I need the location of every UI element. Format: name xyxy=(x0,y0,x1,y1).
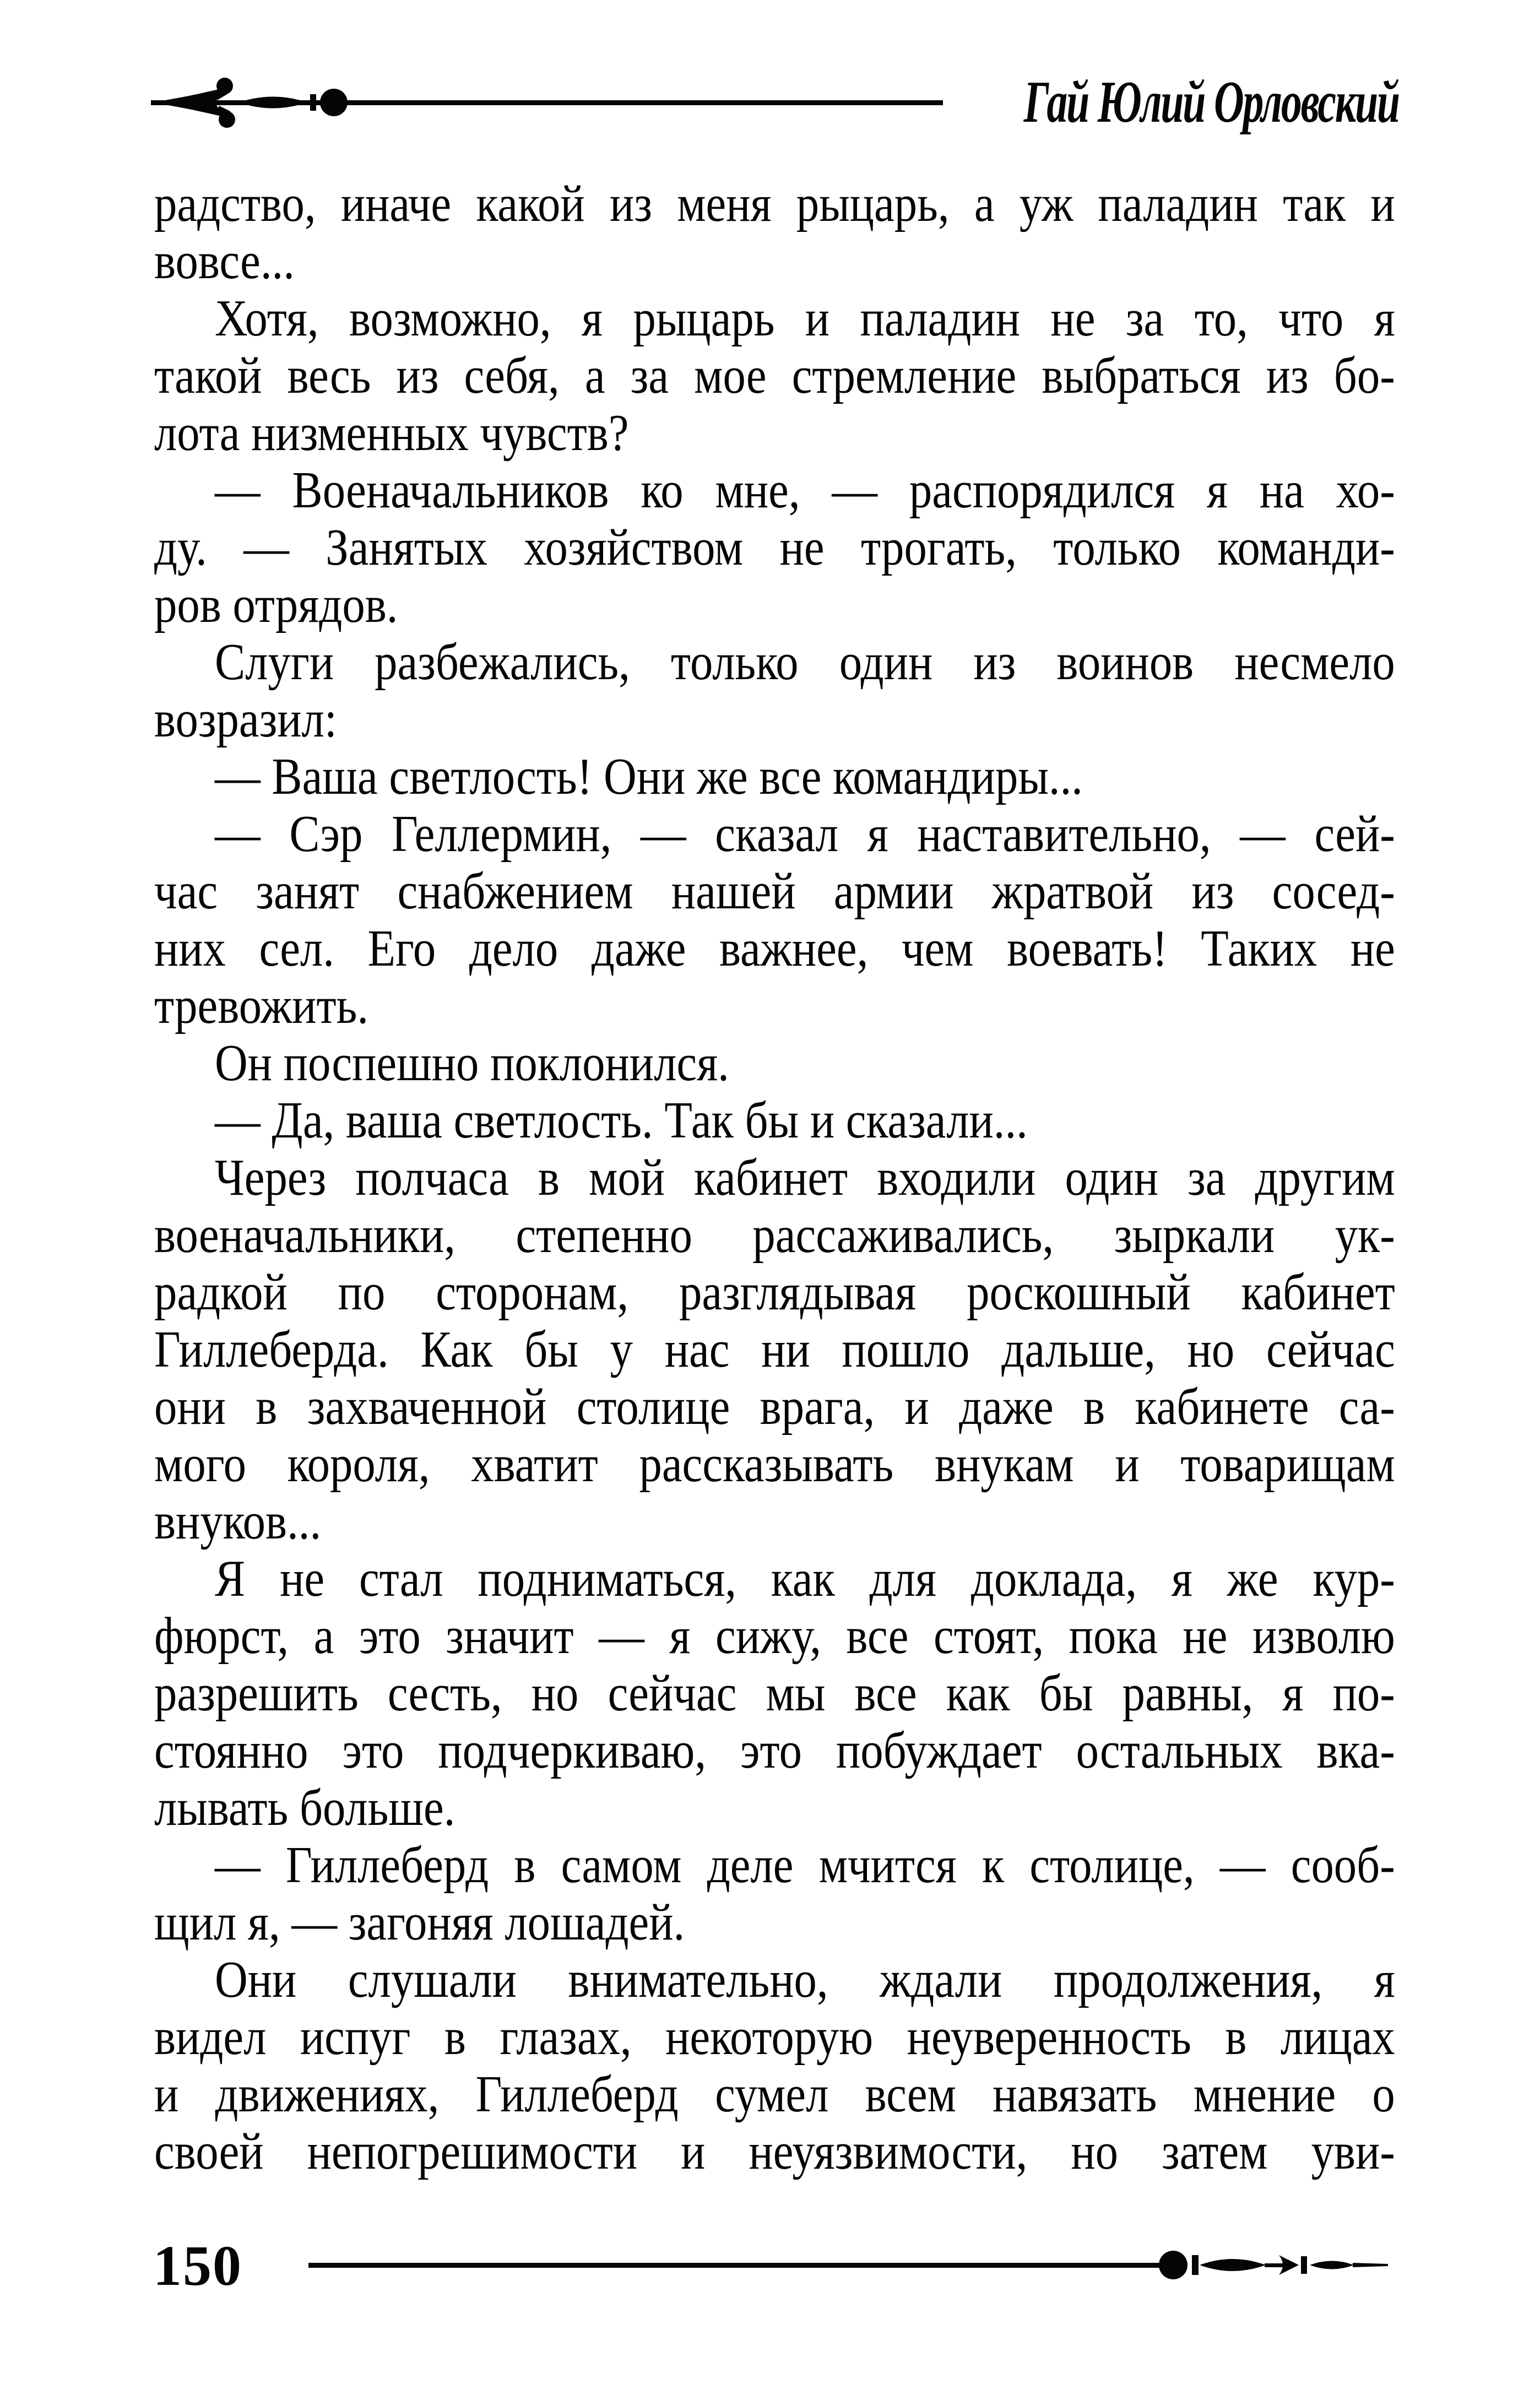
running-head-author: Гай Юлий Орловский xyxy=(1023,69,1399,135)
text-line: — Военачальников ко мне, — распорядился я на хо- xyxy=(215,462,1395,519)
text-line: — Сэр Геллермин, — сказал я наставительно, — сей- xyxy=(215,805,1395,863)
text-line: — Да, ваша светлость. Так бы и сказали... xyxy=(215,1092,1028,1149)
page-number: 150 xyxy=(153,2234,242,2298)
text-line: лывать больше. xyxy=(154,1779,456,1836)
text-line: видел испуг в глазах, некоторую неуверенность в лицах xyxy=(154,2008,1395,2066)
text-line: Через полчаса в мой кабинет входили один за другим xyxy=(215,1149,1395,1206)
text-line: — Ваша светлость! Они же все командиры... xyxy=(215,748,1083,805)
text-line: радство, иначе какой из меня рыцарь, а уж паладин так и xyxy=(154,175,1395,232)
text-line: военачальники, степенно рассаживались, зыркали ук- xyxy=(154,1206,1395,1264)
text-line: и движениях, Гиллеберд сумел всем навязать мнение о xyxy=(154,2066,1395,2123)
text-line: они в захваченной столице врага, и даже в кабинете са- xyxy=(154,1378,1395,1435)
text-line: Слуги разбежались, только один из воинов несмело xyxy=(215,633,1395,691)
text-line: ду. — Занятых хозяйством не трогать, только команди- xyxy=(154,519,1395,576)
text-line: них сел. Его дело даже важнее, чем воевать! Таких не xyxy=(154,920,1395,977)
text-line: стоянно это подчеркиваю, это побуждает остальных вка- xyxy=(154,1722,1395,1779)
text-line: мого короля, хватит рассказывать внукам и товарищам xyxy=(154,1435,1395,1493)
text-line: тревожить. xyxy=(154,977,369,1034)
text-line: возразил: xyxy=(154,691,337,748)
text-line: щил я, — загоняя лошадей. xyxy=(154,1894,685,1951)
text-line: час занят снабжением нашей армии жратвой из сосед- xyxy=(154,863,1395,920)
text-line: Я не стал подниматься, как для доклада, я же кур- xyxy=(215,1550,1395,1607)
text-line: вовсе... xyxy=(154,232,295,290)
text-line: фюрст, а это значит — я сижу, все стоят, пока не изволю xyxy=(154,1607,1395,1665)
footer-rule-fleur-ornament-icon xyxy=(306,2240,1391,2290)
text-line: внуков... xyxy=(154,1493,322,1550)
header-rule-fleur-ornament-icon xyxy=(148,77,946,128)
text-line: ров отрядов. xyxy=(154,576,398,633)
text-line: такой весь из себя, а за мое стремление выбраться из бо- xyxy=(154,347,1395,404)
text-line: — Гиллеберд в самом деле мчится к столице, — сооб- xyxy=(215,1836,1395,1894)
text-line: своей непогрешимости и неуязвимости, но затем уви- xyxy=(154,2123,1395,2180)
text-line: лота низменных чувств? xyxy=(154,404,629,462)
text-line: Гиллеберда. Как бы у нас ни пошло дальше, но сейчас xyxy=(154,1321,1395,1378)
body-text xyxy=(154,175,1395,2180)
text-line: радкой по сторонам, разглядывая роскошный кабинет xyxy=(154,1264,1395,1321)
text-line: Он поспешно поклонился. xyxy=(215,1034,729,1092)
text-line: разрешить сесть, но сейчас мы все как бы равны, я по- xyxy=(154,1665,1395,1722)
text-line: Хотя, возможно, я рыцарь и паладин не за то, что я xyxy=(215,290,1395,347)
text-line: Они слушали внимательно, ждали продолжения, я xyxy=(215,1951,1395,2008)
